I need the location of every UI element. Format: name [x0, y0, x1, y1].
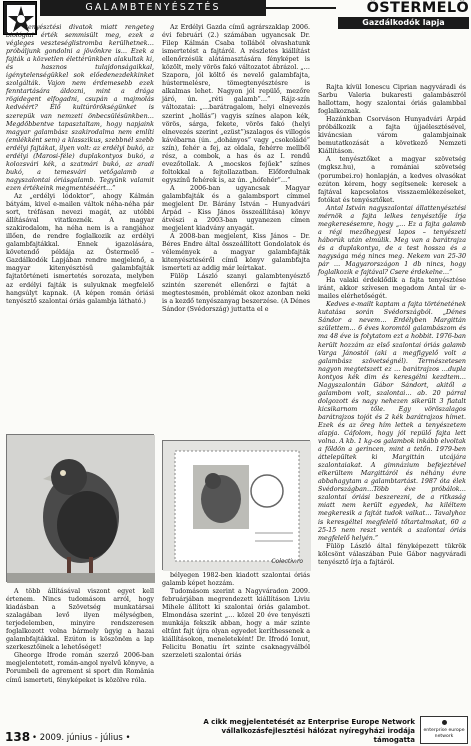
- page-number: 138: [5, 730, 31, 744]
- issue-date: • 2009. június - július •: [32, 733, 131, 743]
- brand-block: [338, 0, 469, 29]
- stamp-photo: [162, 440, 310, 570]
- paragraph: Az Erdélyi Gazda című agrárszaklap 2006. évi februári (2.) számában ugyancsak Dr. Filep Kálmán Csaba tollából olvashatunk ismertetést a fajtáról. A részletes kiállítást ellenőrzésük alátámasztására fényképet is közölt, mely vörös fakó változatot ábrázol. „… Szapora, jól költő és nevelő galambfajta, hústermelésre, tömegtenyésztésre is alkalmas lehet. Nagyon jól repülő, mezőre járó, ún. „réti galamb”…” Rájz-szín változatai: „…barátragalom, helyi elnevezés szerint „hollás”) vagyis színes alapon kék, vörös, sárga, fekete, vörös fakó (helyi elnevezés szerint „ezüst”)szalagos és villogós kávébarna (ún. „dohányos” vagy „csokoládé” szín), fehér a fej, az oldala, fehérre mellből rész, a combok, a has és az I. rendű evezőtollak. A „mocskos fejűek” színes foltokkal a fejtollazatban. Előfordulnak egyszínű fehérek is, az ún. „hófehér”…”: [162, 24, 310, 184]
- stamp-caption: Colectiv.ro: [271, 558, 303, 565]
- paragraph: Hazánkban Csorváson Hunyadvári Árpád próbálkozik a fajta újjaélesztésével, kiváncsian várom galambjainak bemutatkozását a következő Nemzeti Kiállításon.: [318, 116, 466, 156]
- badge-text: enterprise europe network: [423, 728, 465, 739]
- brand-title: ÖSTERMELŐ: [366, 0, 469, 16]
- paragraph: A 2008-ban megjelent, Kiss János – Dr. Béres Endre által összeállított Gondolatok és vélemények a magyar galambfajták kitenyésztéséről című könyv galambfajta ismerteti az addig már leírtakat.: [162, 233, 310, 273]
- paragraph: Rajta kívül Ionescu Ciprian nagyváradi és Sarbu Valeria bukaresti galambászról hallottam, hogy szalontai óriás galambbal foglalkoznak.: [318, 84, 466, 116]
- paragraph: Fülöp László által fényképezett tükrök kölcsönt válaszában Puie Gábor nagyváradi tenyésztő írja a fajtáról.: [318, 542, 466, 566]
- header-rule: [266, 7, 336, 9]
- article-column-2: [162, 24, 310, 314]
- brand-subtitle: Gazdálkodók lapja: [338, 17, 469, 29]
- paragraph: Tudomásom szerint a Nagyváradon 2009. februárjában megrendezett kiállításon Liviu Mihele állított ki szalontai óriás galambot. Elmondása szerint „… közel 20 éve tenyészti munkája fekszik abban, hogy a már szinte eltűnt fajt újra olyan egyedet keríthessenek a kiállításokon, meneleteként! Dr. Ifrodó Ionut, Felicitu Bonatiu írt szinte csaknagyválból szerzeleti szalontai óriás: [162, 588, 310, 660]
- page-footer: [0, 716, 471, 746]
- section-title: GALAMBTENYÉSZTÉS: [40, 0, 266, 16]
- sponsor-note: [200, 718, 415, 745]
- sponsor-note-line2: vállalkozásfejlesztési hálózat nyíregyházi irodája támogatta: [221, 727, 415, 744]
- paragraph: Antal István nagyszalontai állattenyésztési mérnök a fajta lelkes tenyésztője írja megkeresésemre, hogy „… Ez a fajta galamb a régi mezőhegyesi lapos – tenyészeti háborúk után elmúlik. Meg van a barátrajza és a duplakontya, de a test hossza és a nagysága még nincs meg. Nekem van 25-30 pár … Magyarországon 1 db nincs, hogy foglalkozik e fajtával? Csere érdekelne…”: [318, 204, 466, 277]
- paragraph: Kedves e-mailt kaptam a fajta történetének kutatása során Svédországból. „Dénes Sándor a nevem… Erdélyben Margittán születtem… 6 éves koromtól galambászom és ma 48 éve is folytatom ezt a hobbit. 1976-ban került hozzám az első szalontai óriás galamb Varga Jánostól (aki a megfigyelő volt a galambász szövetségnél). Természetesen nagyon megtetszett ez … barátrajzos …dupla kontyos kék dim és keresgélni kezdtem… Nagyszalontán Gábor Sándort, akitől a galambom volt, szalontai… ab. 20 párral dolgozott és nagy nehezen sikerült 3 fiatalt kicsikarnom tőle. Egy vöröszalagos barátrajzos tojót és 2 kék barátrajzos hímet. Ezek és az öreg hím lettek a tenyészetem alapja. Cáfolom, hogy jól repülő fajta lett volna. A kb. 1 kg-os galambok inkább elvoltak a földön a gerincen, mint a tetőn. 1979-ben áttelepültek ki Margittán utcájára szalontaiakat. A gimnázium befejeztével elkerültem Margittáról és néhány évre abbahagytam a galambtartást. 1987 óta élek Svédországban…Több éve próbálok… szalontai óriási beszerezni, de a ritkaság miatt nem került egyedek, ha kiléltem megkeresik a fajtát tudok valkat… Tavalyhoz is keresgéltel megfelelő tőtartalmakat, 60 a 25-15 nem reszt venték a szalontai óriás megfelelő helyén.”: [318, 301, 466, 542]
- sponsor-note-line1: A cikk megjelentetését az Enterprise Europe Network: [203, 718, 415, 726]
- paragraph: A 2006-ban ugyancsak Magyar galambfajták és a galambsport címmel megjelent Dr. Bárány István – Hunyadvári Árpád – Kiss János összeállítása) könyv átvészi a 2003-ban ugyanezen címen megjelent kiadvány anyagát.: [162, 184, 310, 233]
- paragraph: A tenyésztőket a magyar szövetség (mgksz.hu), a romániai szövetség (porumbei.ro) honlapján, a kedves olvasókat ezúton kérem, hogy segítsenek: keresek a fajtával kapcsolatos visszaemlékezéseket, fotókat és tenyésztőket.: [318, 156, 466, 204]
- paragraph: Fülöp László szanyi galambtenyésztő szintén szerenét ellenőrzi e fajtát a megtestesmén, problémát okoz azonban neki is a kezdő tenyészanyag beszerzése. (A Dénes Sándor (Svédország) juttatta el e: [162, 273, 310, 313]
- paragraph: Az „erdélyi lódoktor”, ahogy Kálmán bátyám, kivel e-mailen váltok néha-néha pár sort, tréfásan nevezi magát, az utóbbi állításával vitatkoznék. A magyar szakirodalom, ha néha nem is a rangjához illően, de rendre foglalkozik az erdélyi galambfajtákkal. Ennek igazolására, követendő példája az Östermelő – Gazdálkodók Lapjában rendre megjelenő, a magyar kitenyésztésű galambfajták fajtatörténeti ismertetés sorozata, melyben az erdélyi fajták is sulyuknak megfelelő hangsúlyt kapnak. (A képen román óriási tenyésztő szalontai óriás galambja látható.): [6, 192, 154, 305]
- pigeon-photo: [6, 434, 154, 582]
- article-column-1: [6, 24, 154, 306]
- paragraph: Gheorge Ifrode román szerző 2006-ban megjelentetett, román-angol nyelvű könyve, a Porumbeli de agrement si sport din România című ismerteti, fényképeket is közölve róla.: [6, 652, 154, 684]
- paragraph: Ha valaki érdeklődik a fajta tenyésztése iránt, akkor szívesen megadom Antal úr e-mailes elérhetőségét.: [318, 277, 466, 301]
- stamp-illustration: [163, 441, 311, 571]
- enterprise-europe-badge: [420, 716, 468, 744]
- article-column-3: [318, 84, 466, 567]
- paragraph: a tenyésztési divatok miatt rengeteg biológiai érték semmisült meg, ezek a végleges veszteséglistromba kerülhetnek… próbáljunk gondolni a jövőnkre is… Ezek a fajták a közvetlen élettérünkben alakultak ki, és hasznos tulajdonságaikkal, igénytelenségükkel sok előedenezdekkinket szolgálták. Vajon nem érdemesebb ezek fenntartására áldozni, mint a drága rögidegent elfogadni, csupán a majmolás kedvéért? Élő kultúrörökségünket is szerepük van nemzeti önbecsülésünkben… Megdöbbentve tapasztaltam, hogy napjaink magyar galambász szakirodalma nem említi (emlékként sem) a klasszikus, szebbnél szebb erdélyi fajtákat, ilyen volt: az erdélyi bukó, az erdélyi (Marosi-féle) duplakontyos bukó, a kolozsvári kék, a szatmári bukó, az aradi bukó, a temesvári vetőgalamb a nagyszalontai óriásgalamb. Tegyünk valamit ezen értékeink megmentéséért…”: [6, 24, 154, 192]
- article-column-2-continued: [162, 572, 310, 661]
- network-dot-icon: [442, 720, 447, 725]
- paragraph: bélyegen 1982-ben kiadott szalontai óriás galamb képet hozzám.: [162, 572, 310, 588]
- paragraph: A több állításával viszont egyet kell értenem. Nincs tudomásom arról, hogy kiadásban a Szövetség munkatársai szalagában levő ilyen mélységben, terjedelemben, minyire rendszeresen foglalkozott volna bármely ügyig a hazai galambfajtákkal. Ezúton is köszönöm a lap szerkesztőinek a lehetőséget!: [6, 588, 154, 652]
- pigeon-illustration: [7, 435, 155, 583]
- article-column-1-continued: [6, 588, 154, 685]
